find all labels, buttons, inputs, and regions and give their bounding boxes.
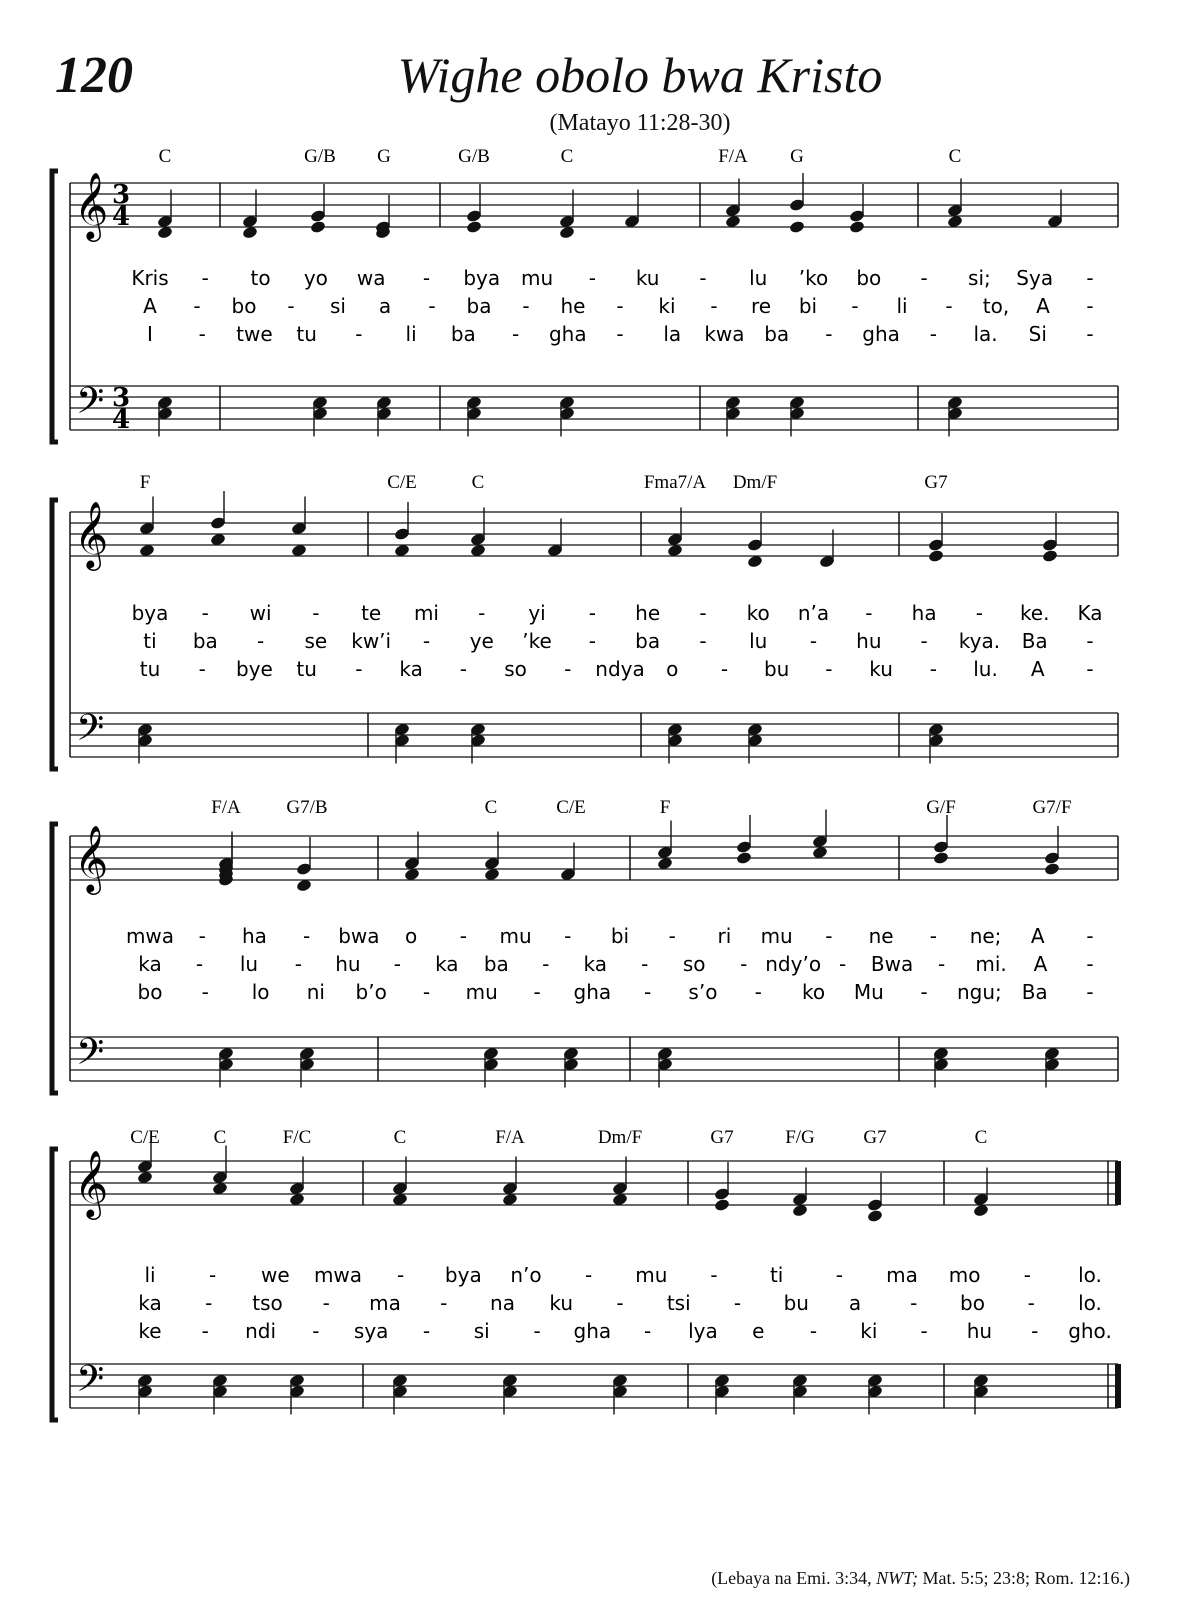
lyric-hyphen: - — [542, 952, 550, 976]
lyric-syllable: hu — [335, 952, 361, 976]
lyric-hyphen: - — [198, 657, 206, 681]
lyric-hyphen: - — [839, 952, 847, 976]
lyric-syllable: Kris — [131, 266, 169, 290]
lyric-hyphen: - — [294, 952, 303, 976]
lyric-syllable: a — [848, 1291, 862, 1315]
lyric-syllable: ba — [764, 322, 790, 346]
lyric-hyphen: - — [209, 1263, 217, 1287]
lyric-syllable: a — [378, 294, 392, 318]
lyric-syllable: na — [490, 1291, 515, 1315]
lyric-hyphen: - — [1031, 1319, 1039, 1343]
lyric-syllable: re — [750, 294, 772, 318]
lyric-syllable: ka — [435, 952, 459, 976]
chord-symbol: G7/B — [286, 797, 328, 818]
lyric-hyphen: - — [699, 601, 707, 625]
lyric-syllable: A — [1033, 952, 1048, 976]
lyric-syllable: he — [560, 294, 586, 318]
lyric-hyphen: - — [256, 629, 265, 653]
lyric-syllable: bo — [856, 266, 882, 290]
lyric-syllable: ke — [138, 1319, 162, 1343]
lyric-hyphen: - — [920, 1319, 928, 1343]
lyric-hyphen: - — [720, 657, 729, 681]
lyric-hyphen: - — [809, 629, 818, 653]
lyric-syllable: ma — [886, 1263, 918, 1287]
lyric-syllable: tu — [139, 657, 161, 681]
treble-notehead — [1044, 862, 1061, 876]
chord-symbol: C — [948, 146, 962, 167]
treble-notehead — [928, 549, 945, 563]
lyric-syllable: tu — [296, 322, 317, 346]
lyric-syllable: la — [663, 322, 682, 346]
chord-symbol: F — [139, 472, 151, 493]
lyric-syllable: lu — [239, 952, 259, 976]
lyric-syllable: li — [144, 1263, 156, 1287]
lyric-syllable: ye — [469, 629, 494, 653]
lyric-syllable: I — [147, 322, 153, 346]
lyric-hyphen: - — [920, 266, 928, 290]
chord-symbol: C/E — [387, 472, 417, 493]
lyric-syllable: Ka — [1077, 601, 1103, 625]
lyric-hyphen: - — [825, 322, 833, 346]
lyric-syllable: mu — [635, 1263, 668, 1287]
lyric-syllable: gha — [573, 980, 612, 1004]
chord-symbol: F/C — [282, 1127, 312, 1148]
lyric-syllable: ni — [306, 980, 325, 1004]
treble-clef-icon: 𝄞 — [74, 500, 109, 568]
lyric-hyphen: - — [422, 1319, 431, 1343]
lyric-syllable: ’ke — [522, 629, 552, 653]
lyric-syllable: ndy’o — [765, 952, 822, 976]
lyric-syllable: ba — [483, 952, 509, 976]
lyric-syllable: o — [666, 657, 679, 681]
lyric-hyphen: - — [865, 601, 873, 625]
lyric-hyphen: - — [422, 629, 431, 653]
lyric-syllable: he — [635, 601, 661, 625]
lyric-hyphen: - — [564, 924, 572, 948]
bass-clef-icon: 𝄢 — [76, 1031, 105, 1082]
lyric-hyphen: - — [312, 601, 320, 625]
lyric-syllable: to, — [982, 294, 1010, 318]
time-signature-bottom: 4 — [112, 405, 131, 435]
lyric-syllable: we — [260, 1263, 290, 1287]
lyric-hyphen: - — [920, 980, 928, 1004]
lyric-syllable: si — [330, 294, 346, 318]
chord-symbol: G7 — [924, 472, 948, 493]
lyric-syllable: bwa — [338, 924, 380, 948]
lyric-hyphen: - — [975, 601, 984, 625]
footer-prefix: (Lebaya na Emi. 3:34, — [711, 1568, 877, 1588]
lyric-syllable: bya — [463, 266, 501, 290]
lyric-syllable: kya. — [958, 629, 1001, 653]
lyric-syllable: lo. — [1078, 1291, 1102, 1315]
lyric-hyphen: - — [710, 294, 718, 318]
lyric-syllable: ma — [369, 1291, 401, 1315]
time-signature-bottom: 4 — [112, 202, 131, 232]
lyric-syllable: bya — [444, 1263, 482, 1287]
lyric-syllable: sya — [353, 1319, 389, 1343]
lyric-hyphen: - — [522, 294, 530, 318]
chord-symbol: C — [158, 146, 172, 167]
lyric-syllable: ka — [138, 952, 162, 976]
treble-notehead — [933, 851, 950, 865]
treble-notehead — [736, 851, 753, 865]
chord-symbol: C — [484, 797, 498, 818]
lyric-hyphen: - — [710, 1263, 718, 1287]
lyric-syllable: si — [473, 1319, 490, 1343]
lyric-hyphen: - — [201, 1319, 209, 1343]
chord-symbol: C/E — [130, 1127, 160, 1148]
lyric-syllable: s’o — [688, 980, 718, 1004]
lyric-syllable: Ba — [1021, 629, 1048, 653]
lyric-syllable: twe — [236, 322, 273, 346]
lyric-syllable: hu — [856, 629, 882, 653]
lyric-hyphen: - — [440, 1291, 448, 1315]
treble-clef-icon: 𝄞 — [74, 171, 109, 239]
lyric-hyphen: - — [937, 952, 946, 976]
lyric-syllable: mu — [760, 924, 793, 948]
lyric-syllable: bi — [798, 294, 818, 318]
lyric-syllable: lo. — [1078, 1263, 1102, 1287]
chord-symbol: C — [471, 472, 485, 493]
chord-symbol: F — [659, 797, 671, 818]
lyric-syllable: gha — [862, 322, 900, 346]
treble-notehead — [310, 220, 327, 234]
lyric-hyphen: - — [754, 980, 762, 1004]
lyric-syllable: ba — [192, 629, 218, 653]
lyric-syllable: li — [896, 294, 908, 318]
lyric-hyphen: - — [312, 1319, 320, 1343]
lyric-hyphen: - — [564, 657, 572, 681]
lyric-syllable: gha — [548, 322, 587, 346]
lyric-hyphen: - — [1086, 266, 1094, 290]
treble-notehead — [867, 1209, 884, 1223]
lyric-syllable: ’ko — [798, 266, 829, 290]
lyric-syllable: A — [143, 294, 157, 318]
lyric-syllable: ki — [658, 294, 676, 318]
hymn-number: 120 — [55, 47, 133, 104]
lyric-syllable: ke. — [1019, 601, 1050, 625]
lyric-hyphen: - — [355, 322, 363, 346]
lyric-hyphen: - — [699, 266, 707, 290]
lyric-syllable: si; — [968, 266, 991, 290]
lyric-syllable: A — [1030, 657, 1045, 681]
lyric-hyphen: - — [1023, 1263, 1031, 1287]
chord-symbol: F/A — [211, 797, 241, 818]
chord-symbol: G7 — [863, 1127, 887, 1148]
lyric-hyphen: - — [428, 294, 436, 318]
lyric-syllable: kw’i — [351, 629, 392, 653]
treble-notehead — [714, 1198, 731, 1212]
lyric-hyphen: - — [644, 1319, 652, 1343]
lyric-syllable: bi — [610, 924, 630, 948]
lyric-hyphen: - — [910, 1291, 918, 1315]
lyric-hyphen: - — [929, 657, 937, 681]
lyric-syllable: bo — [137, 980, 163, 1004]
lyric-syllable: so — [504, 657, 527, 681]
lyric-syllable: lu — [749, 266, 768, 290]
chord-symbol: G7/F — [1032, 797, 1072, 818]
chord-symbol: G — [377, 146, 391, 167]
lyric-syllable: ti — [143, 629, 157, 653]
lyric-hyphen: - — [201, 601, 209, 625]
lyric-hyphen: - — [205, 1291, 213, 1315]
chord-symbol: G/B — [458, 146, 490, 167]
lyric-syllable: mu — [465, 980, 498, 1004]
lyric-hyphen: - — [1086, 980, 1094, 1004]
lyric-hyphen: - — [1086, 924, 1094, 948]
lyric-syllable: bo — [960, 1291, 985, 1315]
time-signature-top: 3 — [112, 180, 131, 210]
lyric-syllable: ka — [583, 952, 608, 976]
bass-clef-icon: 𝄢 — [76, 380, 105, 431]
lyric-syllable: ngu; — [957, 980, 1002, 1004]
treble-notehead — [466, 220, 483, 234]
lyric-syllable: se — [304, 629, 328, 653]
lyric-syllable: mu — [499, 924, 532, 948]
lyric-syllable: Mu — [853, 980, 884, 1004]
system-bracket — [52, 171, 58, 442]
lyric-hyphen: - — [533, 1319, 541, 1343]
lyric-syllable: bye — [236, 657, 273, 681]
footer-suffix: Mat. 5:5; 23:8; Rom. 12:16.) — [917, 1568, 1130, 1588]
lyric-syllable: mi. — [975, 952, 1007, 976]
lyric-hyphen: - — [1027, 1291, 1035, 1315]
chord-symbol: G/F — [926, 797, 956, 818]
lyric-syllable: mwa — [125, 924, 175, 948]
lyric-hyphen: - — [588, 266, 596, 290]
lyric-hyphen: - — [1086, 294, 1094, 318]
lyric-hyphen: - — [322, 1291, 330, 1315]
chord-symbol: G7 — [710, 1127, 734, 1148]
lyric-syllable: hu — [966, 1319, 993, 1343]
chord-symbol: F/A — [718, 146, 748, 167]
chord-symbol: C — [213, 1127, 227, 1148]
lyric-hyphen: - — [511, 322, 520, 346]
lyric-syllable: ka — [138, 1291, 162, 1315]
lyric-hyphen: - — [641, 952, 649, 976]
lyric-syllable: la. — [973, 322, 998, 346]
lyric-syllable: ku — [549, 1291, 574, 1315]
lyric-syllable: mi — [413, 601, 439, 625]
lyric-syllable: bo — [231, 294, 257, 318]
lyric-hyphen: - — [588, 629, 596, 653]
lyric-hyphen: - — [198, 924, 206, 948]
lyric-syllable: A — [1036, 294, 1050, 318]
lyric-hyphen: - — [533, 980, 541, 1004]
chord-symbol: G — [790, 146, 804, 167]
footer-italic: NWT; — [876, 1568, 918, 1588]
lyric-syllable: yi — [528, 601, 546, 625]
lyric-hyphen: - — [1086, 657, 1094, 681]
lyric-hyphen: - — [1086, 952, 1094, 976]
lyric-hyphen: - — [422, 266, 431, 290]
lyric-syllable: to — [250, 266, 271, 290]
lyric-syllable: A — [1030, 924, 1045, 948]
lyric-syllable: kwa — [704, 322, 745, 346]
lyric-syllable: ha — [241, 924, 267, 948]
lyric-hyphen: - — [699, 629, 707, 653]
lyric-syllable: lu. — [973, 657, 998, 681]
lyric-hyphen: - — [668, 924, 676, 948]
system-bracket — [52, 1149, 58, 1420]
lyric-syllable: ne — [868, 924, 894, 948]
lyric-syllable: wi — [249, 601, 272, 625]
lyric-syllable: ku — [635, 266, 660, 290]
lyric-hyphen: - — [355, 657, 363, 681]
lyric-syllable: ku — [869, 657, 893, 681]
lyric-hyphen: - — [393, 952, 401, 976]
lyric-syllable: ba — [635, 629, 661, 653]
chord-symbol: F/A — [495, 1127, 525, 1148]
lyric-syllable: mo — [948, 1263, 981, 1287]
hymn-title: Wighe obolo bwa Kristo — [397, 47, 883, 103]
lyric-syllable: bu — [783, 1291, 809, 1315]
lyric-syllable: mu — [520, 266, 554, 290]
lyric-hyphen: - — [740, 952, 748, 976]
lyric-syllable: bya — [131, 601, 169, 625]
lyric-hyphen: - — [825, 657, 833, 681]
lyric-syllable: tu — [296, 657, 317, 681]
lyric-hyphen: - — [1086, 322, 1094, 346]
lyric-syllable: li — [405, 322, 417, 346]
lyric-syllable: Ba — [1021, 980, 1048, 1004]
lyric-syllable: tso — [252, 1291, 283, 1315]
lyric-hyphen: - — [616, 1291, 624, 1315]
lyric-syllable: Sya — [1016, 266, 1054, 290]
lyric-syllable: so — [682, 952, 706, 976]
lyric-hyphen: - — [1086, 629, 1094, 653]
treble-clef-icon: 𝄞 — [74, 824, 109, 892]
lyric-hyphen: - — [929, 322, 937, 346]
lyric-hyphen: - — [585, 1263, 593, 1287]
lyric-syllable: ti — [769, 1263, 784, 1287]
lyric-syllable: tsi — [666, 1291, 691, 1315]
lyric-syllable: n’a — [797, 601, 830, 625]
lyric-syllable: e — [752, 1319, 765, 1343]
lyric-syllable: ndi — [245, 1319, 277, 1343]
lyric-hyphen: - — [193, 294, 201, 318]
lyric-hyphen: - — [195, 952, 204, 976]
lyric-syllable: ba — [450, 322, 476, 346]
chord-symbol: Dm/F — [597, 1127, 643, 1148]
lyric-hyphen: - — [422, 980, 431, 1004]
lyric-hyphen: - — [201, 266, 209, 290]
system-bracket — [52, 500, 58, 769]
lyric-hyphen: - — [809, 1319, 818, 1343]
lyric-hyphen: - — [929, 924, 937, 948]
lyric-syllable: lya — [688, 1319, 718, 1343]
time-signature-top: 3 — [112, 383, 131, 413]
lyric-syllable: n’o — [510, 1263, 542, 1287]
lyric-syllable: ka — [399, 657, 423, 681]
lyric-hyphen: - — [945, 294, 953, 318]
lyric-hyphen: - — [851, 294, 859, 318]
lyric-syllable: yo — [303, 266, 328, 290]
chord-symbol: Fma7/A — [643, 472, 707, 493]
lyric-syllable: lu — [749, 629, 768, 653]
lyric-hyphen: - — [588, 601, 596, 625]
lyric-hyphen: - — [835, 1263, 843, 1287]
treble-notehead — [789, 220, 806, 234]
lyric-hyphen: - — [616, 322, 624, 346]
lyric-hyphen: - — [303, 924, 311, 948]
lyric-syllable: ndya — [595, 657, 645, 681]
chord-symbol: C — [974, 1127, 988, 1148]
lyric-syllable: ba — [466, 294, 492, 318]
lyric-hyphen: - — [397, 1263, 405, 1287]
lyric-syllable: ko — [746, 601, 770, 625]
treble-notehead — [1042, 549, 1059, 563]
bass-clef-icon: 𝄢 — [76, 707, 105, 758]
lyric-syllable: ko — [801, 980, 826, 1004]
lyric-syllable: ri — [717, 924, 732, 948]
lyric-syllable: mwa — [313, 1263, 363, 1287]
lyric-hyphen: - — [644, 980, 652, 1004]
lyric-hyphen: - — [616, 294, 624, 318]
lyric-hyphen: - — [459, 924, 467, 948]
lyric-hyphen: - — [201, 980, 209, 1004]
bass-clef-icon: 𝄢 — [76, 1358, 105, 1409]
footer-references — [711, 1568, 1130, 1589]
system-bracket — [52, 824, 58, 1093]
scripture-reference: (Matayo 11:28-30) — [549, 110, 731, 136]
lyric-syllable: b’o — [355, 980, 387, 1004]
lyric-syllable: wa — [356, 266, 386, 290]
lyric-syllable: o — [404, 924, 418, 948]
lyric-syllable: ne; — [969, 924, 1002, 948]
lyric-syllable: lo — [251, 980, 270, 1004]
lyric-hyphen: - — [198, 322, 206, 346]
lyric-syllable: Si — [1028, 322, 1047, 346]
chord-symbol: Dm/F — [732, 472, 778, 493]
lyric-hyphen: - — [920, 629, 928, 653]
lyric-syllable: gho. — [1068, 1319, 1112, 1343]
chord-symbol: C — [393, 1127, 407, 1148]
chord-symbol: F/G — [785, 1127, 815, 1148]
lyric-syllable: gha — [573, 1319, 612, 1343]
lyric-syllable: ki — [860, 1319, 878, 1343]
lyric-hyphen: - — [478, 601, 486, 625]
chord-symbol: C — [560, 146, 574, 167]
treble-notehead — [849, 220, 866, 234]
lyric-syllable: Bwa — [870, 952, 914, 976]
lyric-hyphen: - — [287, 294, 295, 318]
lyric-hyphen: - — [825, 924, 833, 948]
lyric-hyphen: - — [733, 1291, 742, 1315]
chord-symbol: G/B — [304, 146, 336, 167]
lyric-hyphen: - — [459, 657, 467, 681]
lyric-syllable: ha — [911, 601, 937, 625]
treble-clef-icon: 𝄞 — [74, 1149, 109, 1217]
lyric-syllable: te — [361, 601, 382, 625]
chord-symbol: C/E — [556, 797, 586, 818]
lyric-syllable: bu — [763, 657, 790, 681]
